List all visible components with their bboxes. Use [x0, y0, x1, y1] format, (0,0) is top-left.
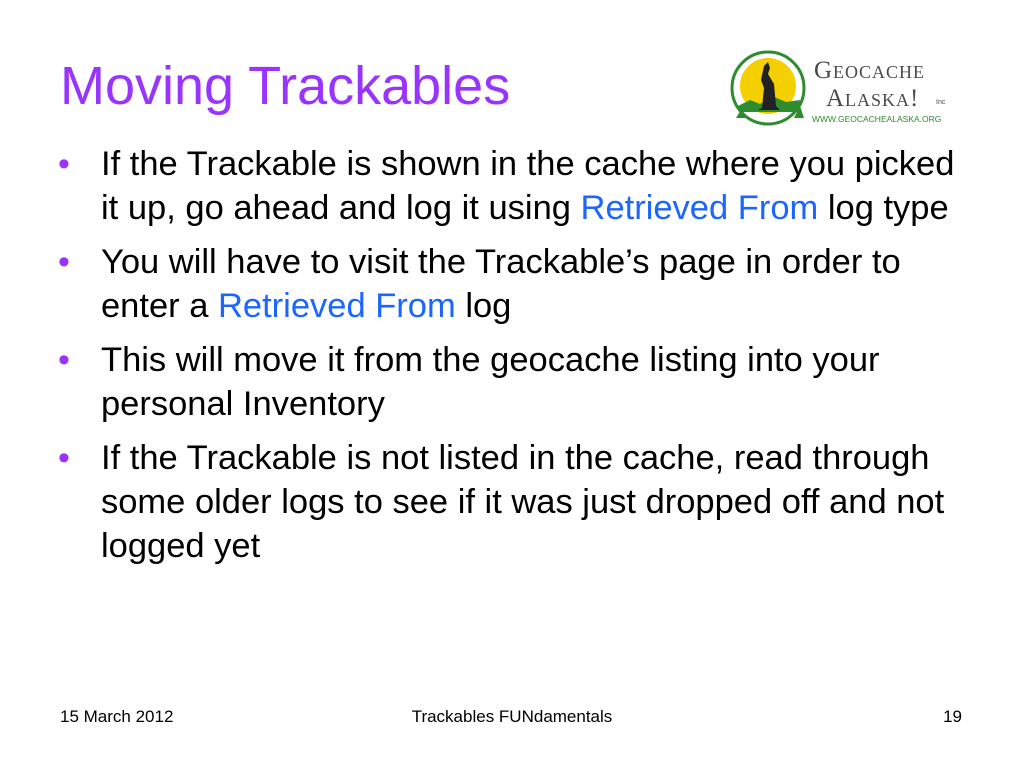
bullet-icon: • — [58, 243, 70, 281]
logo-url: WWW.GEOCACHEALASKA.ORG — [812, 114, 942, 124]
bullet-item — [58, 436, 958, 568]
logo-line1: Geocache — [814, 57, 926, 84]
bullet-icon: • — [58, 341, 70, 379]
logo-line2: Alaska! — [826, 85, 920, 112]
bullet-item — [58, 142, 958, 230]
footer-date: 15 March 2012 — [60, 707, 174, 726]
page-number: 19 — [943, 707, 962, 726]
bullet-item — [58, 240, 958, 328]
retrieved-from-term: Retrieved From — [218, 287, 456, 325]
logo-mark: Inc — [936, 99, 946, 106]
bullet-text-end: log type — [818, 189, 949, 227]
bullet-text: You will have to visit the Trackable’s page in order to enter a — [101, 243, 901, 325]
bullet-icon: • — [58, 145, 70, 183]
retrieved-from-term: Retrieved From — [580, 189, 819, 227]
bullet-text: This will move it from the geocache listing into your personal Inventory — [101, 341, 880, 423]
logo-graphic — [728, 48, 960, 130]
bullet-icon: • — [58, 439, 70, 477]
bullet-text: If the Trackable is not listed in the cache, read through some older logs to see if it was just dropped off and not logged yet — [101, 439, 945, 565]
slide-title: Moving Trackables — [60, 56, 511, 116]
bullet-list — [58, 142, 958, 578]
bullet-text: If the Trackable is shown in the cache where you picked it up, go ahead and log it using — [101, 145, 955, 227]
geocache-alaska-logo — [728, 48, 960, 130]
footer-title: Trackables FUNdamentals — [411, 707, 613, 726]
bullet-text-end: log — [455, 287, 512, 325]
bullet-item — [58, 338, 958, 426]
